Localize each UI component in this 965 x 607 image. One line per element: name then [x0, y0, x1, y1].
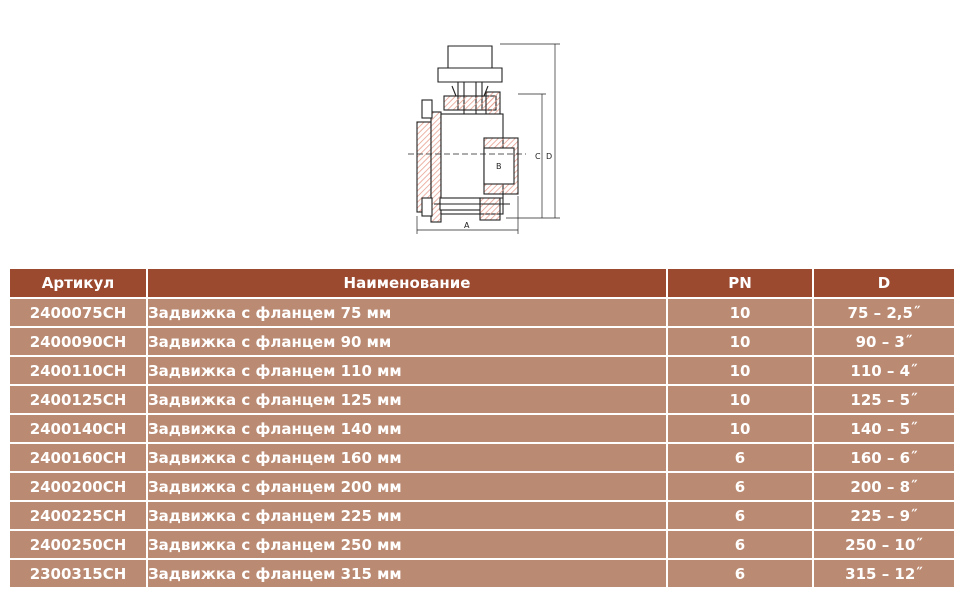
table-row	[9, 530, 955, 559]
cell-article: 2400125CH	[9, 385, 147, 414]
table-row	[9, 298, 955, 327]
dimension-d-label: D	[546, 152, 553, 161]
cell-pn: 10	[667, 385, 813, 414]
cell-pn: 6	[667, 501, 813, 530]
cell-name: Задвижка с фланцем 110 мм	[147, 356, 667, 385]
cell-d: 250 – 10˝	[813, 530, 955, 559]
col-header-name: Наименование	[147, 268, 667, 298]
cell-name: Задвижка с фланцем 140 мм	[147, 414, 667, 443]
table-row	[9, 385, 955, 414]
cell-pn: 6	[667, 472, 813, 501]
top-bolt	[422, 100, 432, 118]
cell-d: 125 – 5˝	[813, 385, 955, 414]
cell-name: Задвижка с фланцем 75 мм	[147, 298, 667, 327]
dimension-c-label: C	[535, 152, 541, 161]
valve-technical-drawing	[400, 38, 580, 238]
cell-name: Задвижка с фланцем 125 мм	[147, 385, 667, 414]
table-row	[9, 327, 955, 356]
cell-d: 75 – 2,5˝	[813, 298, 955, 327]
cell-name: Задвижка с фланцем 90 мм	[147, 327, 667, 356]
handwheel-base	[438, 68, 502, 82]
cell-article: 2400200CH	[9, 472, 147, 501]
dimension-a-label: A	[464, 221, 470, 230]
cell-article: 2400110CH	[9, 356, 147, 385]
cell-pn: 10	[667, 327, 813, 356]
table-row	[9, 356, 955, 385]
cell-d: 90 – 3˝	[813, 327, 955, 356]
cell-pn: 10	[667, 414, 813, 443]
dimension-b-label: B	[496, 162, 502, 171]
cell-pn: 6	[667, 530, 813, 559]
cell-article: 2400090CH	[9, 327, 147, 356]
cell-article: 2300315CH	[9, 559, 147, 588]
table-row	[9, 443, 955, 472]
cell-article: 2400250CH	[9, 530, 147, 559]
cell-article: 2400075CH	[9, 298, 147, 327]
cell-d: 160 – 6˝	[813, 443, 955, 472]
cell-article: 2400225CH	[9, 501, 147, 530]
cell-d: 225 – 9˝	[813, 501, 955, 530]
cell-pn: 10	[667, 298, 813, 327]
spec-table	[8, 267, 956, 589]
cell-name: Задвижка с фланцем 225 мм	[147, 501, 667, 530]
table-row	[9, 414, 955, 443]
cell-d: 110 – 4˝	[813, 356, 955, 385]
col-header-pn: PN	[667, 268, 813, 298]
bottom-bolt	[422, 198, 432, 216]
cell-d: 200 – 8˝	[813, 472, 955, 501]
cell-article: 2400160CH	[9, 443, 147, 472]
handwheel-cap	[448, 46, 492, 68]
cell-pn: 10	[667, 356, 813, 385]
cell-pn: 6	[667, 559, 813, 588]
table-row	[9, 472, 955, 501]
cell-d: 140 – 5˝	[813, 414, 955, 443]
cell-name: Задвижка с фланцем 250 мм	[147, 530, 667, 559]
table-header-row	[9, 268, 955, 298]
col-header-article: Артикул	[9, 268, 147, 298]
cell-article: 2400140CH	[9, 414, 147, 443]
cell-name: Задвижка с фланцем 160 мм	[147, 443, 667, 472]
cell-d: 315 – 12˝	[813, 559, 955, 588]
table-row	[9, 501, 955, 530]
cell-name: Задвижка с фланцем 315 мм	[147, 559, 667, 588]
cell-pn: 6	[667, 443, 813, 472]
cell-name: Задвижка с фланцем 200 мм	[147, 472, 667, 501]
table-row	[9, 559, 955, 588]
col-header-d: D	[813, 268, 955, 298]
